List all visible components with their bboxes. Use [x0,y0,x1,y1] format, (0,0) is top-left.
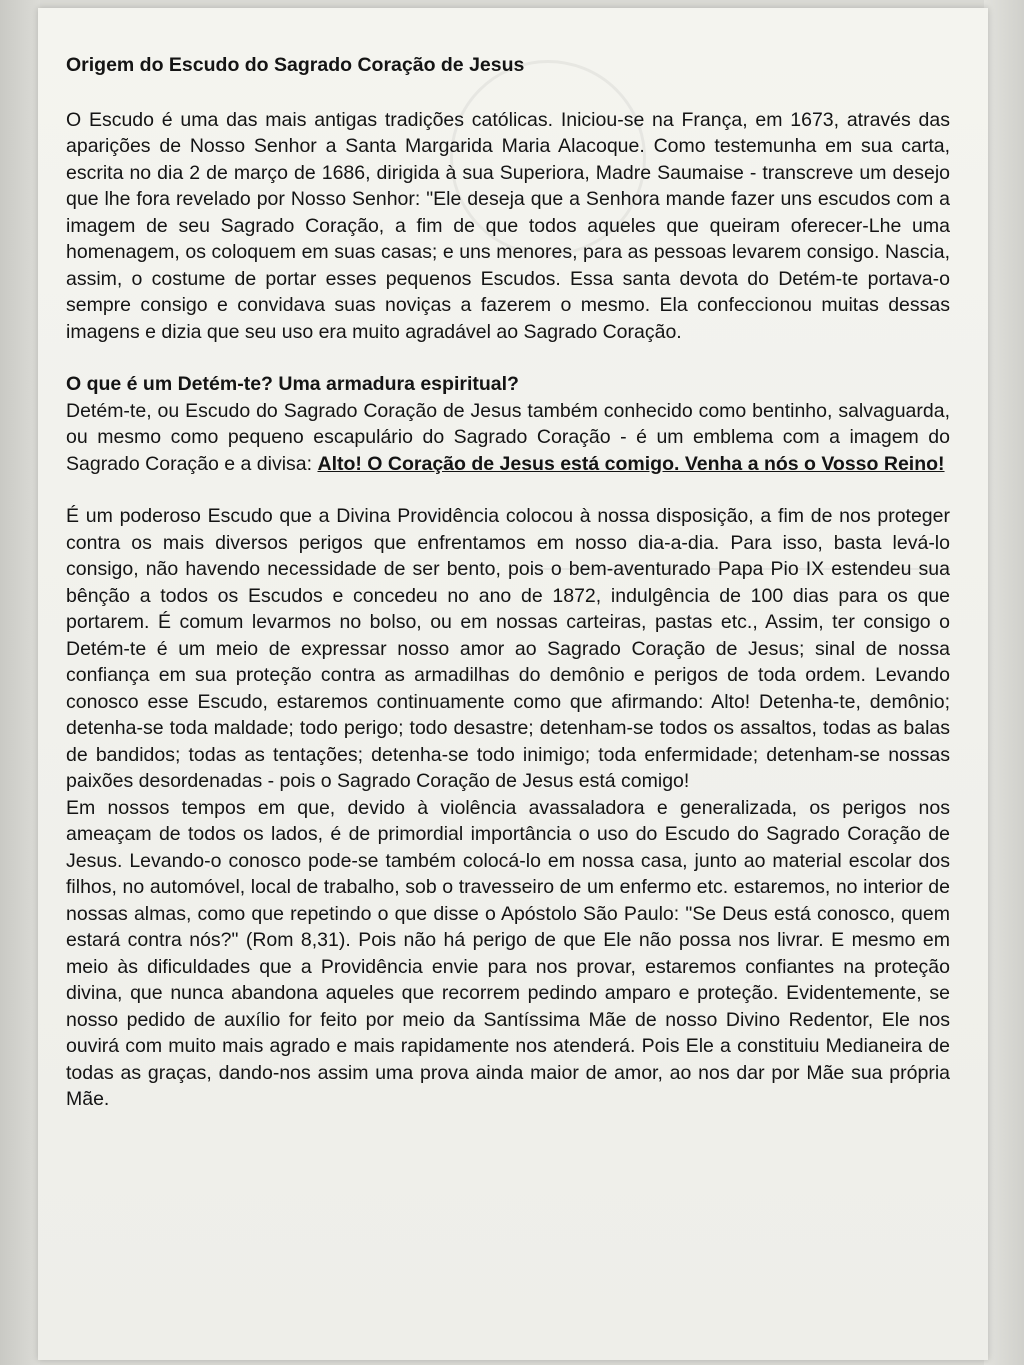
document-sheet [38,8,988,1360]
backdrop-left [0,0,40,1365]
paragraph-shield: É um poderoso Escudo que a Divina Providência colocou à nossa disposição, a fim de nos proteger contra os mais diversos perigos que enfrentamos em nosso dia-a-dia. Para isso, basta levá-lo consigo, não havendo necessidade de ser bento, pois o bem-aventurado Papa Pio IX estendeu sua bênção a todos os Escudos e concedeu no ano de 1872, indulgência de 100 dias para os que portarem. É comum levarmos no bolso, ou em nossas carteiras, pastas etc., Assim, ter consigo o Detém-te é um meio de expressar nosso amor ao Sagrado Coração de Jesus; sinal de nossa confiança em sua proteção contra as armadilhas do demônio e perigos de toda ordem. Levando conosco esse Escudo, estaremos continuamente como que afirmando: Alto! Detenha-te, demônio; detenha-se toda maldade; todo perigo; todo desastre; detenham-se todos os assaltos, todas as balas de bandidos; todas as tentações; detenha-se todo inimigo; toda enfermidade; detenham-se nossas paixões desordenadas - pois o Sagrado Coração de Jesus está comigo! [66,505,950,792]
section-subtitle: O que é um Detém-te? Uma armadura espiritual? [66,373,519,395]
definition-text: Detém-te, ou Escudo do Sagrado Coração de Jesus também conhecido como bentinho, salvaguarda, ou mesmo como pequeno escapulário do Sagrado Coração - é um emblema com a imagem do Sagrado Coração e a divisa: [66,399,950,475]
spacer [66,477,950,503]
document-body [66,52,950,1113]
motto-text: Alto! O Coração de Jesus está comigo. Venha a nós o Vosso Reino! [317,452,945,475]
paragraph-times: Em nossos tempos em que, devido à violência avassaladora e generalizada, os perigos nos ameaçam de todos os lados, é de primordial importância o uso do Escudo do Sagrado Coração de Jesus. Levando-o conosco pode-se também colocá-lo em nossa casa, junto ao material escolar dos filhos, no automóvel, local de trabalho, sob o travesseiro de um enfermo etc. estaremos, no interior de nossas almas, como que repetindo o que disse o Apóstolo São Paulo: "Se Deus está conosco, quem estará contra nós?" (Rom 8,31). Pois não há perigo de que Ele não possa nos livrar. E mesmo em meio às dificuldades que a Providência envie para nos provar, estaremos confiantes na proteção divina, que nunca abandona aqueles que recorrem pedindo amparo e proteção. Evidentemente, se nosso pedido de auxílio for feito por meio da Santíssima Mãe de nosso Divino Redentor, Ele nos ouvirá com muito mais agrado e mais rapidamente nos atenderá. Pois Ele a constituiu Medianeira de todas as graças, dando-nos assim uma prova ainda maior de amor, ao nos dar por Mãe sua própria Mãe. [66,796,950,1110]
paragraph-origin: O Escudo é uma das mais antigas tradições católicas. Iniciou-se na França, em 1673, através das aparições de Nosso Senhor a Santa Margarida Maria Alacoque. Como testemunha em sua carta, escrita no dia 2 de março de 1686, dirigida à sua Superiora, Madre Saumaise - transcreve um desejo que lhe fora revelado por Nosso Senhor: "Ele deseja que a Senhora mande fazer uns escudos com a imagem de seu Sagrado Coração, a fim de que todos aqueles que queiram oferecer-Lhe uma homenagem, os coloquem em suas casas; e uns menores, para as pessoas levarem consigo. Nascia, assim, o costume de portar esses pequenos Escudos. Essa santa devota do Detém-te portava-o sempre consigo e convidava suas noviças a fazerem o mesmo. Ela confeccionou muitas dessas imagens e dizia que seu uso era muito agradável ao Sagrado Coração. [66,108,950,343]
paragraph-definition [66,398,950,478]
document-title: Origem do Escudo do Sagrado Coração de Jesus [66,54,525,76]
spacer [66,345,950,371]
backdrop-right [984,0,1024,1365]
